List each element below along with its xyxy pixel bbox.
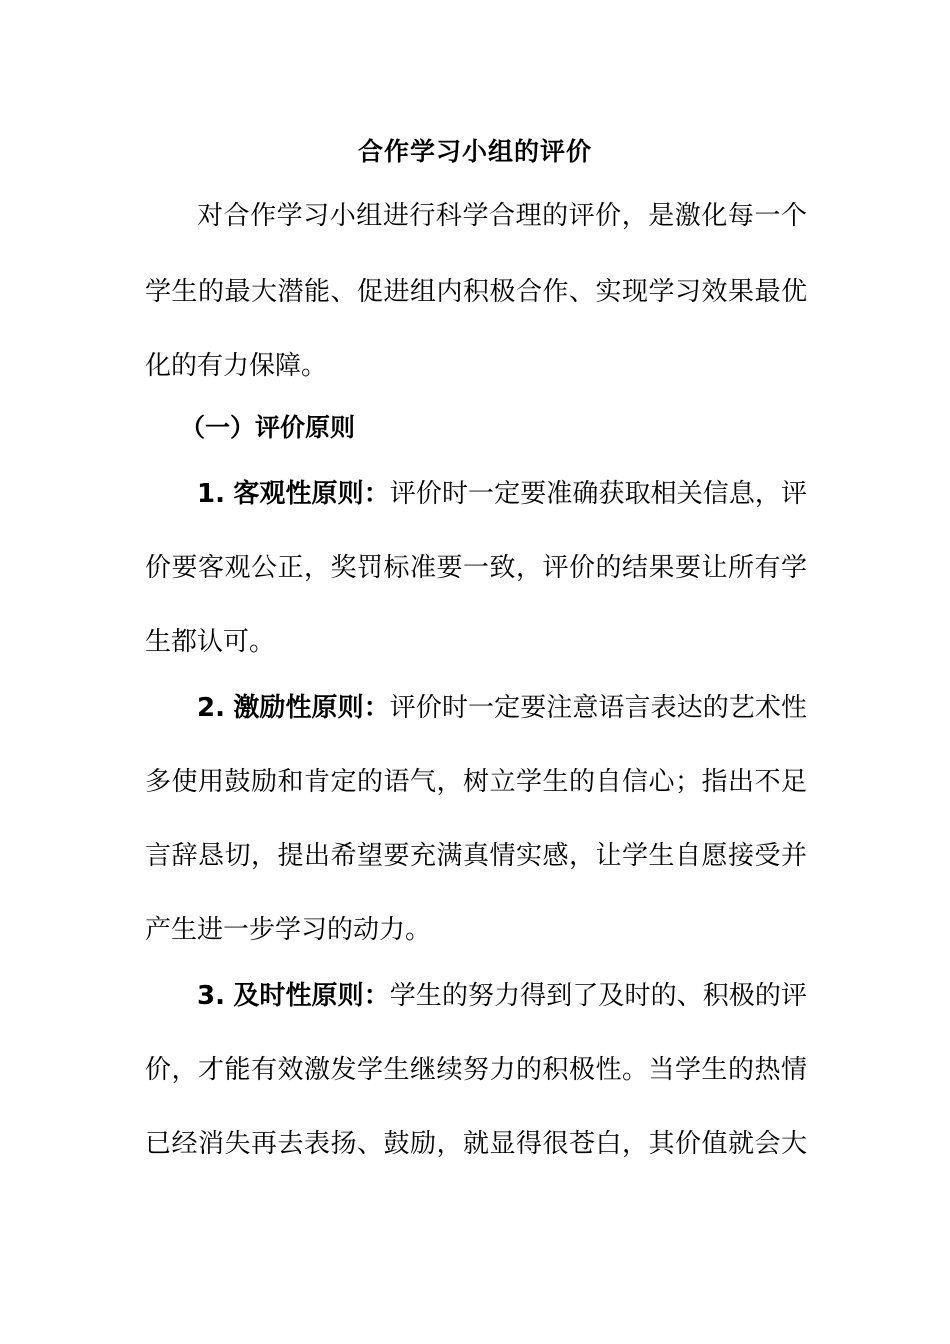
principle-2-line-3: 言辞恳切，提出希望要充满真情实感，让学生自愿接受并 [145, 841, 807, 871]
document-title: 合作学习小组的评价 [357, 137, 592, 166]
principle-1-line-2: 价要客观公正，奖罚标准要一致，评价的结果要让所有学 [145, 553, 807, 583]
principle-3-text: 学生的努力得到了及时的、积极的评 [389, 981, 807, 1011]
principle-2-line-4: 产生进一步学习的动力。 [145, 915, 432, 945]
principle-3-line-3: 已经消失再去表扬、鼓励，就显得很苍白，其价值就会大 [145, 1129, 807, 1159]
principle-2-number: 2. [197, 693, 225, 723]
principle-2-first-line [197, 692, 807, 724]
principle-2-line-2: 多使用鼓励和肯定的语气，树立学生的自信心；指出不足 [145, 767, 807, 797]
principle-1-label: 客观性原则： [233, 479, 390, 509]
principle-1-line-3: 生都认可。 [145, 627, 276, 657]
principle-1-text: 评价时一定要准确获取相关信息，评 [389, 479, 807, 509]
section-heading: （一）评价原则 [180, 413, 356, 442]
principle-2-label: 激励性原则： [233, 693, 390, 723]
principle-3-number: 3. [197, 981, 225, 1011]
principle-3-first-line [197, 980, 807, 1012]
principle-1-first-line [197, 478, 807, 510]
principle-3-label: 及时性原则： [233, 981, 390, 1011]
intro-line-1: 对合作学习小组进行科学合理的评价，是激化每一个 [197, 201, 807, 231]
principle-1-number: 1. [197, 479, 225, 509]
intro-line-2: 学生的最大潜能、促进组内积极合作、实现学习效果最优 [145, 277, 807, 307]
principle-3-line-2: 价，才能有效激发学生继续努力的积极性。当学生的热情 [145, 1055, 807, 1085]
intro-line-3: 化的有力保障。 [145, 351, 328, 381]
principle-2-text: 评价时一定要注意语言表达的艺术性 [389, 693, 807, 723]
